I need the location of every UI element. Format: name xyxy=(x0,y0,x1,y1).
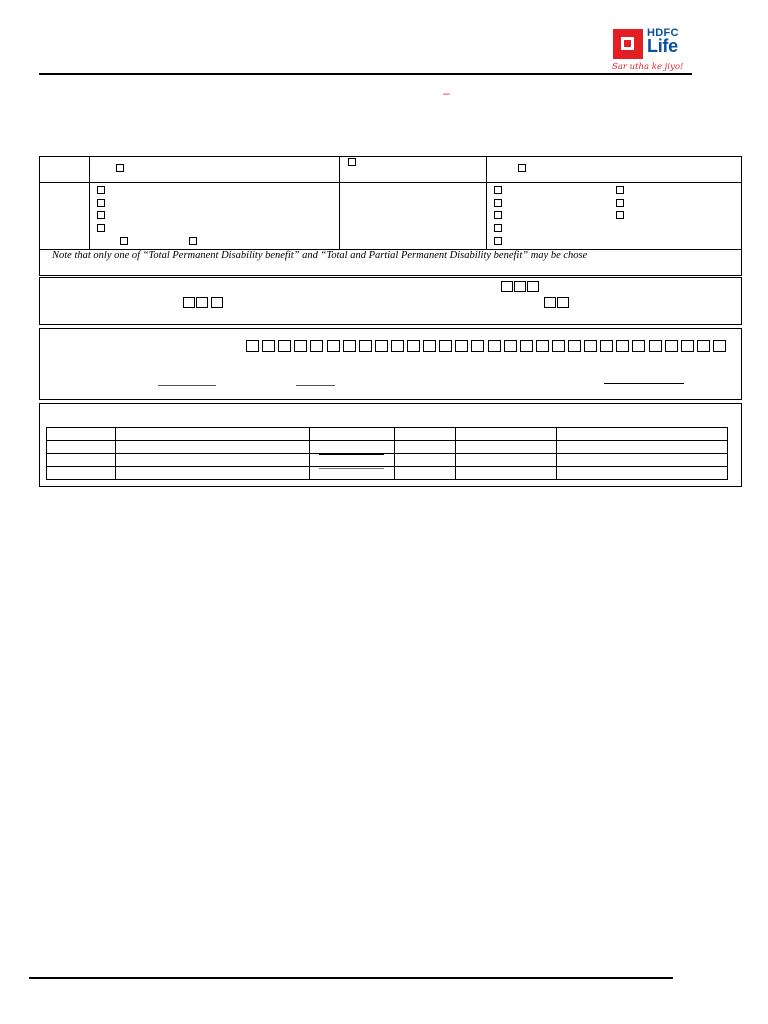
benefit-option-checkbox[interactable] xyxy=(616,199,624,207)
char-box[interactable] xyxy=(359,340,372,352)
char-box[interactable] xyxy=(504,340,517,352)
table-cell[interactable] xyxy=(395,428,456,441)
table-cell[interactable] xyxy=(309,454,395,467)
hdfc-life-logo xyxy=(612,28,692,76)
footer-rule xyxy=(29,977,673,979)
benefit-row-divider xyxy=(39,182,742,183)
table-row xyxy=(47,428,728,441)
table-cell[interactable] xyxy=(47,454,116,467)
benefit-note: Note that only one of “Total Permanent Disability benefit” and “Total and Partial Permanent Disability benefit” may be chose xyxy=(52,250,588,261)
char-box[interactable] xyxy=(391,340,404,352)
char-box[interactable] xyxy=(616,340,629,352)
cell-underline xyxy=(319,454,384,455)
char-box[interactable] xyxy=(552,340,565,352)
char-box[interactable] xyxy=(665,340,678,352)
benefit-header-checkbox-3[interactable] xyxy=(518,164,526,172)
table-cell[interactable] xyxy=(309,428,395,441)
benefit-option-checkbox[interactable] xyxy=(494,199,502,207)
logo-square-icon xyxy=(613,29,643,59)
table-cell[interactable] xyxy=(115,454,309,467)
benefit-col-divider-2 xyxy=(339,156,340,249)
char-box[interactable] xyxy=(520,340,533,352)
logo-tagline: Sar utha ke jiyo! xyxy=(612,62,684,72)
table-cell[interactable] xyxy=(115,441,309,454)
fill-line[interactable] xyxy=(158,385,216,386)
table-cell[interactable] xyxy=(47,467,116,480)
benefit-option-checkbox[interactable] xyxy=(494,211,502,219)
char-box[interactable] xyxy=(439,340,452,352)
option-checkbox[interactable] xyxy=(501,281,513,292)
benefit-header-checkbox-1[interactable] xyxy=(116,164,124,172)
fill-line[interactable] xyxy=(604,383,684,384)
benefit-sub-option-checkbox[interactable] xyxy=(120,237,128,245)
char-box[interactable] xyxy=(681,340,694,352)
table-cell[interactable] xyxy=(115,467,309,480)
char-box[interactable] xyxy=(423,340,436,352)
red-mark: – xyxy=(443,86,450,100)
benefit-col-divider-3 xyxy=(486,156,487,249)
logo-brand-line2: Life xyxy=(647,36,678,56)
char-box[interactable] xyxy=(262,340,275,352)
option-checkbox[interactable] xyxy=(196,297,208,308)
benefit-option-checkbox[interactable] xyxy=(97,199,105,207)
logo-brand-line1: HDFC xyxy=(647,27,679,39)
header-rule xyxy=(39,73,692,75)
char-box-section xyxy=(39,328,742,400)
table-cell[interactable] xyxy=(47,428,116,441)
char-box[interactable] xyxy=(327,340,340,352)
option-checkbox[interactable] xyxy=(514,281,526,292)
char-box[interactable] xyxy=(246,340,259,352)
benefit-sub-option-checkbox[interactable] xyxy=(189,237,197,245)
table-row xyxy=(47,454,728,467)
char-box[interactable] xyxy=(584,340,597,352)
benefit-option-checkbox[interactable] xyxy=(494,237,502,245)
char-box[interactable] xyxy=(600,340,613,352)
option-checkbox[interactable] xyxy=(183,297,195,308)
benefit-option-checkbox[interactable] xyxy=(494,186,502,194)
table-cell[interactable] xyxy=(456,441,557,454)
char-box[interactable] xyxy=(713,340,726,352)
option-checkbox[interactable] xyxy=(211,297,223,308)
char-box[interactable] xyxy=(375,340,388,352)
option-checkbox[interactable] xyxy=(544,297,556,308)
table-cell[interactable] xyxy=(395,467,456,480)
benefit-option-checkbox[interactable] xyxy=(494,224,502,232)
char-box[interactable] xyxy=(310,340,323,352)
char-box[interactable] xyxy=(697,340,710,352)
benefit-header-checkbox-2[interactable] xyxy=(348,158,356,166)
table-cell[interactable] xyxy=(557,467,728,480)
table-cell[interactable] xyxy=(395,454,456,467)
char-box[interactable] xyxy=(649,340,662,352)
char-box[interactable] xyxy=(455,340,468,352)
char-box[interactable] xyxy=(568,340,581,352)
table-row xyxy=(47,467,728,480)
char-box[interactable] xyxy=(471,340,484,352)
option-checkbox[interactable] xyxy=(557,297,569,308)
option-checkbox[interactable] xyxy=(527,281,539,292)
cell-underline xyxy=(319,468,384,469)
char-box[interactable] xyxy=(536,340,549,352)
table-cell[interactable] xyxy=(456,467,557,480)
char-box[interactable] xyxy=(294,340,307,352)
table-cell[interactable] xyxy=(309,441,395,454)
benefit-col-divider-1 xyxy=(89,156,90,249)
benefit-option-checkbox[interactable] xyxy=(97,224,105,232)
table-cell[interactable] xyxy=(557,441,728,454)
benefit-option-checkbox[interactable] xyxy=(97,186,105,194)
char-box[interactable] xyxy=(278,340,291,352)
char-box[interactable] xyxy=(407,340,420,352)
char-box[interactable] xyxy=(343,340,356,352)
table-row xyxy=(47,441,728,454)
table-cell[interactable] xyxy=(395,441,456,454)
benefit-option-checkbox[interactable] xyxy=(616,186,624,194)
benefit-option-checkbox[interactable] xyxy=(97,211,105,219)
details-table xyxy=(46,427,728,480)
option-section xyxy=(39,277,742,325)
char-box[interactable] xyxy=(488,340,501,352)
fill-line[interactable] xyxy=(296,385,335,386)
table-cell[interactable] xyxy=(456,454,557,467)
char-box[interactable] xyxy=(632,340,645,352)
table-cell[interactable] xyxy=(456,428,557,441)
table-cell[interactable] xyxy=(557,428,728,441)
benefit-option-checkbox[interactable] xyxy=(616,211,624,219)
table-cell[interactable] xyxy=(115,428,309,441)
table-cell[interactable] xyxy=(47,441,116,454)
table-cell[interactable] xyxy=(557,454,728,467)
